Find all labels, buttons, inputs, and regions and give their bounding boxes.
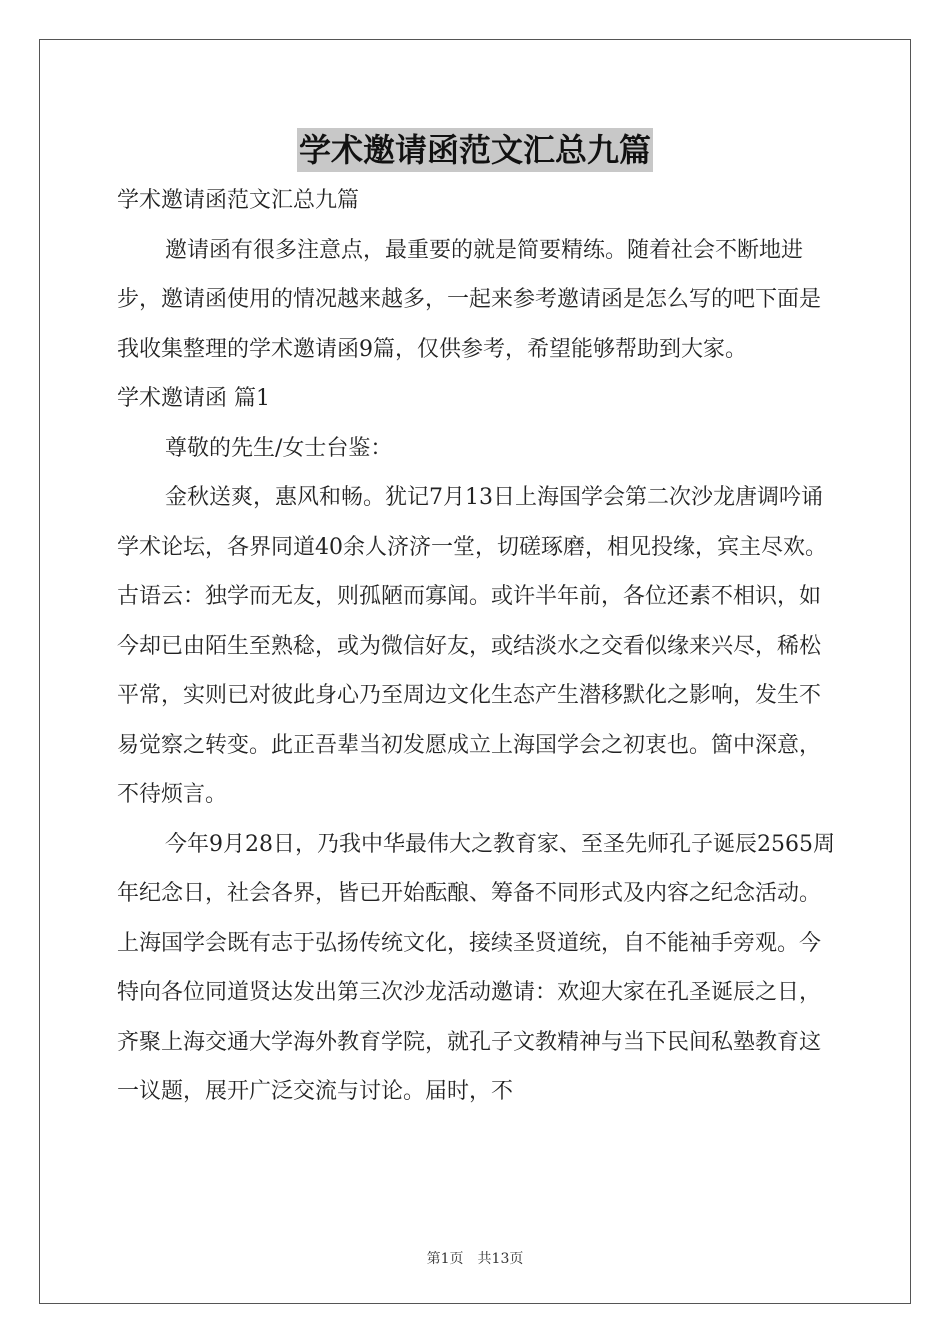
section-heading: 学术邀请函 篇1 [117,386,270,411]
page-number: 第1页 [426,1251,464,1267]
intro-paragraph: 邀请函有很多注意点，最重要的就是简要精练。随着社会不断地进步，邀请函使用的情况越来越多，一起来参考邀请函是怎么写的吧下面是我收集整理的学术邀请函9篇，仅供参考，希望能够帮助到大家。 [117,237,822,362]
title-container [0,128,950,172]
body-paragraph: 今年9月28日，乃我中华最伟大之教育家、至圣先师孔子诞辰2565周年纪念日，社会各界，皆已开始酝酿、筹备不同形式及内容之纪念活动。上海国学会既有志于弘扬传统文化，接续圣贤道统，自不能袖手旁观。今特向各位同道贤达发出第三次沙龙活动邀请：欢迎大家在孔圣诞辰之日，齐聚上海交通大学海外教育学院，就孔子文教精神与当下民间私塾教育这一议题，展开广泛交流与讨论。届时，不 [117,831,835,1104]
subtitle-line: 学术邀请函范文汇总九篇 [117,188,360,213]
page-footer [0,1248,950,1268]
page-total: 共13页 [477,1251,524,1267]
salutation: 尊敬的先生/女士台鉴： [165,435,393,461]
document-title: 学术邀请函范文汇总九篇 [297,128,653,172]
body-paragraph: 金秋送爽，惠风和畅。犹记7月13日上海国学会第二次沙龙唐调吟诵学术论坛，各界同道40余人济济一堂，切磋琢磨，相见投缘，宾主尽欢。古语云：独学而无友，则孤陋而寡闻。或许半年前，各位还素不相识，如今却已由陌生至熟稔，或为微信好友，或结淡水之交看似缘来兴尽，稀松平常，实则已对彼此身心乃至周边文化生态产生潜移默化之影响，发生不易觉察之转变。此正吾辈当初发愿成立上海国学会之初衷也。箇中深意，不待烦言。 [117,485,827,807]
document-body [117,176,835,1117]
